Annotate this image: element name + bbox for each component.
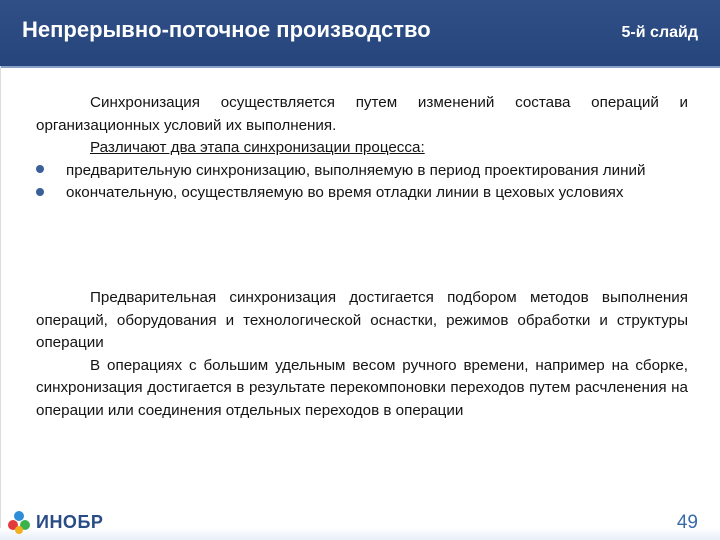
stages-heading-line [36, 137, 688, 160]
bullet-item-1-text: предварительную синхронизацию, выполняемую в период проектирования линий [66, 161, 646, 179]
preliminary-paragraph: Предварительная синхронизация достигается подбором методов выполнения операций, оборудования и технологической оснастки, режимов обработки и структуры операции [36, 289, 688, 351]
bullet-item-2-text: окончательную, осуществляемую во время отладки линии в цеховых условиях [66, 184, 624, 201]
bullet-dot-icon [36, 165, 44, 173]
inobr-logo [6, 508, 103, 536]
manual-operations-paragraph: В операциях с большим удельным весом ручного времени, например на сборке, синхронизация достигается в результате перекомпоновки переходов путем расчленения на операции или соединения отдельных переходов в операции [36, 356, 688, 419]
intro-paragraph: Синхронизация осуществляется путем изменений состава операций и организационных условий их выполнения. [36, 94, 688, 134]
page-number: 49 [676, 512, 698, 533]
logo-text: ИНОБР [36, 511, 104, 532]
content-block-synchronization [36, 92, 688, 205]
footer-band [0, 528, 720, 540]
header-divider [0, 66, 720, 68]
bullet-item-1 [36, 160, 688, 183]
bullet-dot-icon [36, 188, 44, 196]
content-block-methods [36, 287, 688, 422]
slide-title: Непрерывно-поточное производство [22, 17, 431, 42]
stages-heading: Различают два этапа синхронизации процесса: [90, 139, 425, 156]
slide-header [0, 0, 720, 66]
slide-label: 5-й слайд [621, 24, 698, 41]
inobr-logo-icon [6, 509, 32, 535]
left-border [0, 66, 1, 540]
bullet-item-2 [36, 182, 688, 205]
